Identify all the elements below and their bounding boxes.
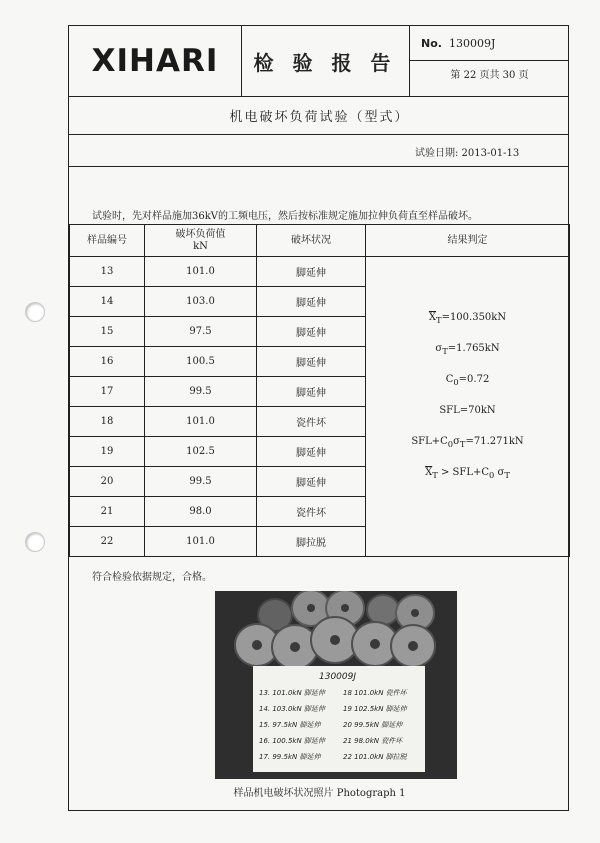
card-note: 16. 100.5kN 脚延伸: [259, 737, 325, 745]
sample-id: 16: [70, 347, 145, 377]
date-rule: [69, 166, 568, 167]
failure-mode: 脚延伸: [257, 347, 366, 377]
table-header-row: [70, 225, 570, 257]
failure-mode: 瓷件坏: [257, 497, 366, 527]
failure-mode: 脚拉脱: [257, 527, 366, 557]
col-header-id: 样品编号: [70, 225, 145, 257]
photo-graphic: [215, 591, 457, 779]
verdict-sigma: $\sigma_T=1.765kN$: [435, 343, 500, 356]
report-number: No. 130009J: [421, 37, 496, 50]
sample-id: 13: [70, 257, 145, 287]
test-description: 试验时，先对样品施加36kV的工频电压，然后按标准规定施加拉伸负荷直至样品破坏。: [92, 211, 479, 222]
punch-hole-bottom: [25, 532, 45, 552]
sample-id: 15: [70, 317, 145, 347]
sample-id: 21: [70, 497, 145, 527]
verdict-cell: [366, 257, 570, 557]
sample-id: 19: [70, 437, 145, 467]
failure-load: 100.5: [145, 347, 257, 377]
card-note: 22 101.0kN 脚拉脱: [343, 753, 407, 761]
card-note: 21 98.0kN 瓷件坏: [343, 737, 403, 745]
col-header-load: 破坏负荷值 kN: [145, 225, 257, 257]
conclusion: 符合检验依据规定，合格。: [92, 572, 212, 583]
failure-load: 102.5: [145, 437, 257, 467]
verdict-sum: $SFL+C_0\sigma_T=71.271kN$: [411, 436, 524, 449]
sample-id: 14: [70, 287, 145, 317]
failure-load: 103.0: [145, 287, 257, 317]
verdict-c0: $C_0=0.72$: [445, 374, 490, 387]
table-row: [70, 257, 570, 287]
failure-load: 101.0: [145, 257, 257, 287]
sample-id: 20: [70, 467, 145, 497]
company-logo: XIHARI: [91, 43, 219, 79]
card-title: 130009J: [319, 672, 357, 682]
failure-mode: 脚延伸: [257, 377, 366, 407]
card-note: 18 101.0kN 瓷件坏: [343, 689, 407, 697]
failure-mode: 瓷件坏: [257, 407, 366, 437]
punch-hole-top: [25, 302, 45, 322]
failure-load: 99.5: [145, 467, 257, 497]
card-note: 17. 99.5kN 脚延伸: [259, 753, 321, 761]
header-divider: [409, 60, 568, 61]
sample-id: 17: [70, 377, 145, 407]
page-info: 第 22 页共 30 页: [450, 70, 529, 81]
failure-load: 99.5: [145, 377, 257, 407]
failure-mode: 脚延伸: [257, 317, 366, 347]
photo-caption: 样品机电破坏状况照片 Photograph 1: [233, 788, 406, 799]
col-header-status: 破坏状况: [257, 225, 366, 257]
sample-id: 18: [70, 407, 145, 437]
verdict-compare: $\overline{X}_T > SFL+C_0$ $\sigma_T$: [425, 467, 510, 480]
report-title: 检 验 报 告: [253, 50, 397, 75]
failure-load: 98.0: [145, 497, 257, 527]
failure-load: 97.5: [145, 317, 257, 347]
failure-mode: 脚延伸: [257, 287, 366, 317]
failure-load: 101.0: [145, 407, 257, 437]
header-divider: [409, 26, 410, 96]
card-note: 20 99.5kN 脚延伸: [343, 721, 403, 729]
verdict-mean: $\overline{X}_T=100.350kN$: [428, 312, 507, 325]
test-date: 试验日期: 2013-01-13: [415, 148, 520, 159]
card-note: 15. 97.5kN 脚延伸: [259, 721, 321, 729]
sample-id: 22: [70, 527, 145, 557]
failure-mode: 脚延伸: [257, 437, 366, 467]
failure-mode: 脚延伸: [257, 257, 366, 287]
card-note: 19 102.5kN 脚延伸: [343, 705, 407, 713]
card-note: 14. 103.0kN 脚延伸: [259, 705, 325, 713]
report-sheet: [68, 25, 569, 811]
failure-load: 101.0: [145, 527, 257, 557]
test-subtitle: 机电破坏负荷试验（型式）: [229, 109, 410, 125]
results-table: [69, 224, 570, 557]
card-note: 13. 101.0kN 脚延伸: [259, 689, 325, 697]
failure-mode: 脚延伸: [257, 467, 366, 497]
subtitle-rule: [69, 134, 568, 135]
col-header-verdict: 结果判定: [366, 225, 570, 257]
sample-photo: [215, 591, 457, 779]
verdict-sfl: SFL=70kN: [439, 405, 496, 416]
